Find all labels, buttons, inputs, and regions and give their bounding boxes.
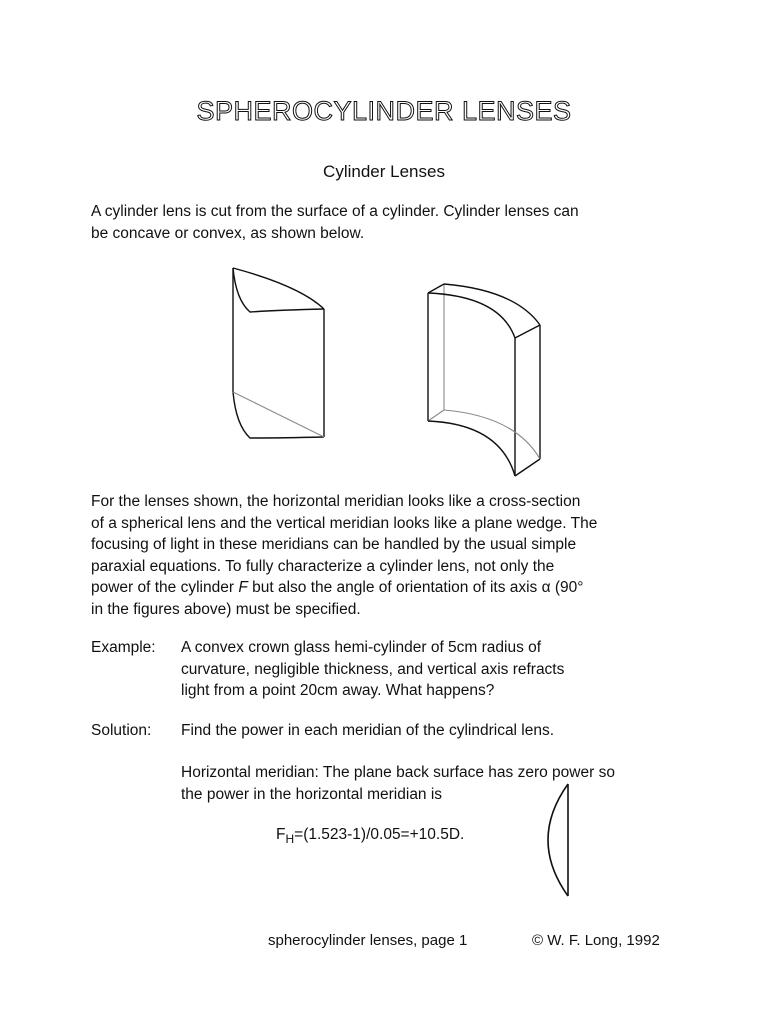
body-line-text: but also the angle of orientation of its axis α (90° xyxy=(247,579,584,596)
body-paragraph xyxy=(91,491,691,620)
solution-text xyxy=(181,720,701,742)
page-title: SPHEROCYLINDER LENSES xyxy=(196,96,572,126)
horizontal-meridian-text xyxy=(181,762,701,805)
body-line: in the figures above) must be specified. xyxy=(91,600,361,618)
convex-cylinder-lens-figure xyxy=(233,268,324,438)
section-heading: Cylinder Lenses xyxy=(323,162,445,181)
solution-line: Horizontal meridian: The plane back surface has zero power so xyxy=(181,764,615,781)
body-line-text: power of the cylinder xyxy=(91,579,239,596)
example-label: Example: xyxy=(91,639,156,656)
body-line: For the lenses shown, the horizontal meridian looks like a cross-section xyxy=(91,493,581,510)
solution-line: Find the power in each meridian of the cylindrical lens. xyxy=(181,722,555,739)
body-line: paraxial equations. To fully characterize a cylinder lens, not only the xyxy=(91,557,555,575)
example-text xyxy=(181,637,701,702)
concave-cylinder-lens-figure xyxy=(428,284,540,476)
body-line: focusing of light in these meridians can be handled by the usual simple xyxy=(91,536,577,553)
footer-page: spherocylinder lenses, page 1 xyxy=(268,932,468,949)
solution-label: Solution: xyxy=(91,722,152,739)
example-line: curvature, negligible thickness, and vertical axis refracts xyxy=(181,660,565,678)
body-line: of a spherical lens and the vertical meridian looks like a plane wedge. The xyxy=(91,514,598,532)
power-equation xyxy=(276,826,464,846)
variable-f: F xyxy=(238,579,248,596)
example-line: A convex crown glass hemi-cylinder of 5cm radius of xyxy=(181,639,542,656)
solution-line: the power in the horizontal meridian is xyxy=(181,785,443,803)
equation-subscript: H xyxy=(285,832,295,846)
example-line: light from a point 20cm away. What happens? xyxy=(181,682,495,699)
footer-copyright: © W. F. Long, 1992 xyxy=(532,932,660,949)
intro-line: A cylinder lens is cut from the surface of a cylinder. Cylinder lenses can xyxy=(91,203,579,220)
equation-rhs: =(1.523-1)/0.05=+10.5D. xyxy=(294,826,465,843)
equation-lhs: F xyxy=(276,826,286,843)
intro-line: be concave or convex, as shown below. xyxy=(91,224,365,242)
body-line xyxy=(91,577,691,599)
